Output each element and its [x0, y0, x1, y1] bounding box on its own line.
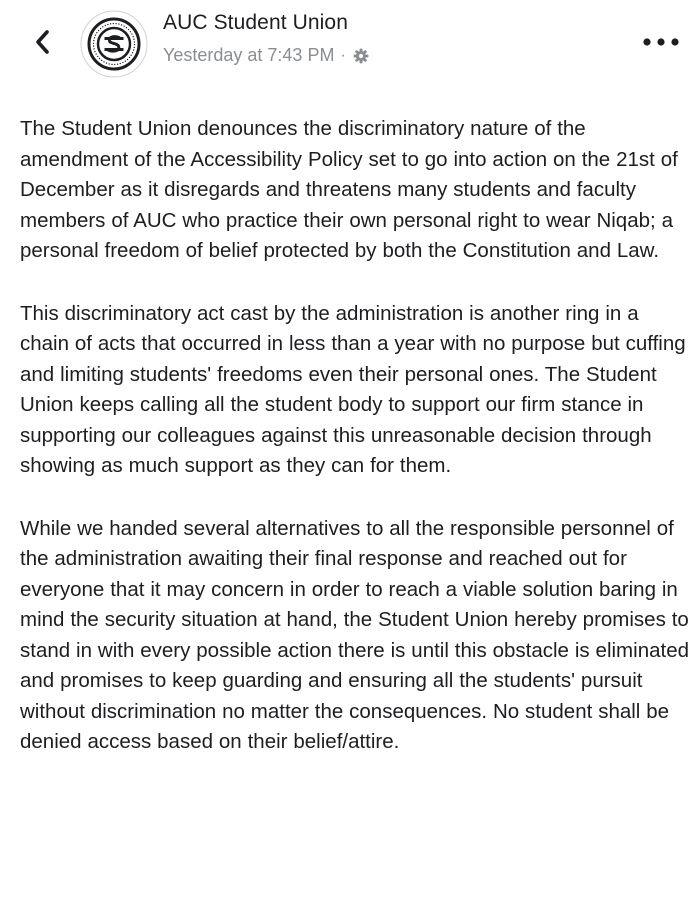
post-paragraph: While we handed several alternatives to all the responsible personnel of the administration awaiting their final response and reached out for everyone that it may concern in order to reach a viable solution baring in mind the security situation at hand, the Student Union hereby promises to stand in with every possible action there is until this obstacle is eliminated and promises to keep guarding and ensuring all the students' pursuit without discrimination no matter the consequences. No student shall be denied access based on their belief/attire.: [20, 516, 689, 753]
meta-separator: ·: [340, 46, 346, 64]
post-meta: [163, 45, 369, 66]
chevron-left-icon: [33, 28, 51, 56]
post-paragraph: The Student Union denounces the discriminatory nature of the amendment of the Accessibility Policy set to go into action on the 21st of December as it disregards and threatens many students and faculty members of AUC who practice their own personal right to wear Niqab; a personal freedom of belief protected by both the Constitution and Law.: [20, 117, 678, 262]
back-button[interactable]: [22, 22, 62, 62]
page-name[interactable]: AUC Student Union: [163, 11, 348, 34]
gear-icon[interactable]: [353, 48, 369, 64]
post-paragraph: This discriminatory act cast by the administration is another ring in a chain of acts that occurred in less than a year with no purpose but cuffing and limiting students' freedoms even their personal ones. The Student Union keeps calling all the student body to support our firm stance in supporting our colleagues against this unreasonable decision through showing as much support as they can for them.: [20, 301, 686, 477]
post-timestamp[interactable]: Yesterday at 7:43 PM: [163, 45, 335, 65]
post-header: [0, 0, 699, 90]
avatar[interactable]: [80, 10, 148, 78]
more-options-button[interactable]: [637, 30, 685, 54]
post-body: [20, 114, 690, 790]
student-union-logo: [80, 10, 148, 78]
more-dots-icon: [642, 38, 680, 46]
